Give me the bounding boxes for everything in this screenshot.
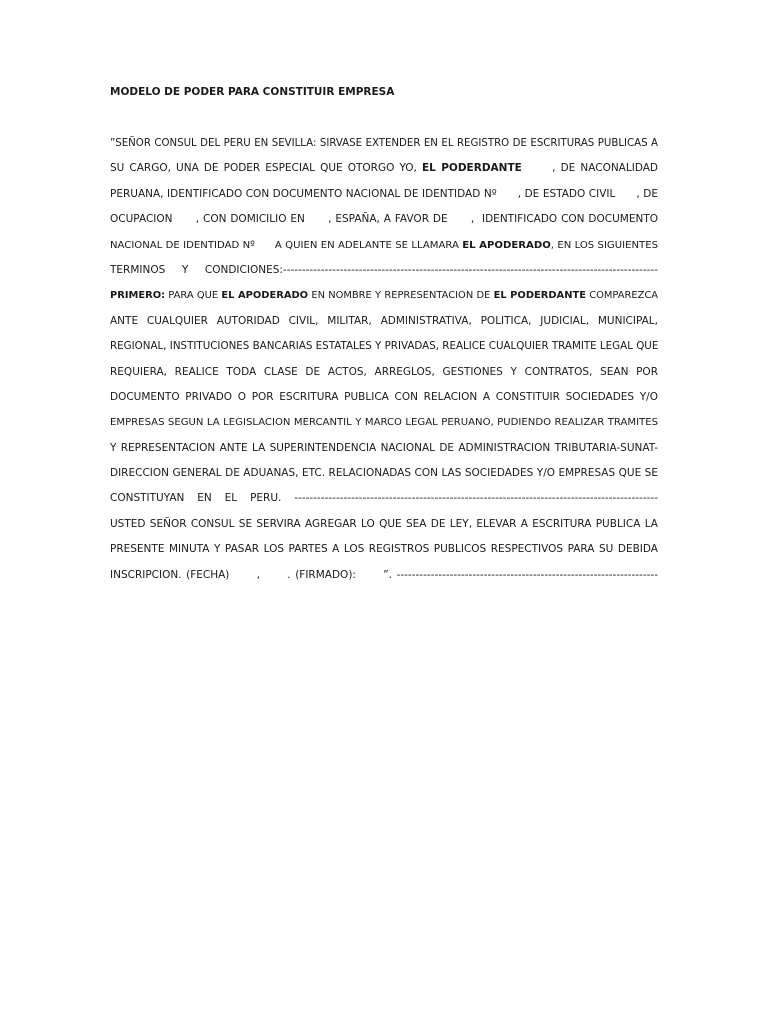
line-text: INSCRIPCION. (FECHA) , . (FIRMADO): ”. --------------------------------------------------------------------- — [110, 568, 658, 581]
line-text: SU CARGO, UNA DE PODER ESPECIAL QUE OTORGO YO, — [110, 162, 422, 175]
line-text: REGIONAL, INSTITUCIONES BANCARIAS ESTATALES Y PRIVADAS, REALICE CUALQUIER TRAMITE LEGAL QUE — [110, 340, 658, 353]
line-text: TERMINOS Y CONDICIONES:--------------------------------------------------------------------------------------------------- — [110, 263, 658, 276]
document-line — [110, 309, 658, 334]
document-line — [110, 512, 658, 537]
line-text: PERUANA, IDENTIFICADO CON DOCUMENTO NACIONAL DE IDENTIDAD Nº , DE ESTADO CIVIL , DE — [110, 187, 658, 200]
line-text: DOCUMENTO PRIVADO O POR ESCRITURA PUBLICA CON RELACION A CONSTITUIR SOCIEDADES Y/O — [110, 390, 658, 403]
document-line — [110, 258, 658, 283]
line-text: ”SEÑOR CONSUL DEL PERU EN SEVILLA: SIRVASE EXTENDER EN EL REGISTRO DE ESCRITURAS PUBLICAS A — [110, 138, 658, 149]
document-line — [110, 182, 658, 207]
document-line — [110, 131, 658, 156]
line-text: , DE NACONALIDAD — [521, 162, 658, 175]
line-text: DIRECCION GENERAL DE ADUANAS, ETC. RELACIONADAS CON LAS SOCIEDADES Y/O EMPRESAS QUE SE — [110, 467, 658, 480]
document-line — [110, 283, 658, 308]
document-line — [110, 537, 658, 562]
line-bold-text: EL APODERADO — [221, 290, 309, 302]
document-line — [110, 410, 658, 435]
line-text: ANTE CUALQUIER AUTORIDAD CIVIL, MILITAR, ADMINISTRATIVA, POLITICA, JUDICIAL, MUNICIPAL, — [110, 314, 658, 327]
line-text: NACIONAL DE IDENTIDAD Nº A QUIEN EN ADELANTE SE LLAMARA — [110, 239, 463, 251]
line-text: COMPAREZCA — [585, 290, 658, 302]
line-bold-text: PRIMERO: — [110, 290, 166, 302]
line-text: CONSTITUYAN EN EL PERU. ------------------------------------------------------------------------------------------------ — [110, 492, 658, 505]
document-title: MODELO DE PODER PARA CONSTITUIR EMPRESA — [110, 86, 395, 98]
line-text: , EN LOS SIGUIENTES — [550, 239, 658, 251]
line-bold-text: EL APODERADO — [462, 239, 551, 251]
line-text: REQUIERA, REALICE TODA CLASE DE ACTOS, ARREGLOS, GESTIONES Y CONTRATOS, SEAN POR — [110, 365, 658, 378]
document-line — [110, 156, 658, 181]
line-text: Y REPRESENTACION ANTE LA SUPERINTENDENCIA NACIONAL DE ADMINISTRACION TRIBUTARIA-SUNAT- — [110, 441, 658, 454]
document-line — [110, 563, 658, 588]
document-line — [110, 207, 658, 232]
line-text: EMPRESAS SEGUN LA LEGISLACION MERCANTIL Y MARCO LEGAL PERUANO, PUDIENDO REALIZAR TRAMITES — [110, 417, 658, 429]
line-text: PARA QUE — [165, 290, 222, 302]
document-line — [110, 360, 658, 385]
document-line — [110, 486, 658, 511]
document-line — [110, 334, 658, 359]
line-bold-text: EL PODERDANTE — [421, 162, 522, 175]
document-line — [110, 436, 658, 461]
document-line — [110, 385, 658, 410]
document-line — [110, 461, 658, 486]
line-text: PRESENTE MINUTA Y PASAR LOS PARTES A LOS REGISTROS PUBLICOS RESPECTIVOS PARA SU DEBIDA — [110, 543, 658, 556]
line-bold-text: EL PODERDANTE — [493, 290, 586, 302]
document-line — [110, 233, 658, 258]
document-body — [110, 131, 658, 588]
line-text: USTED SEÑOR CONSUL SE SERVIRA AGREGAR LO QUE SEA DE LEY, ELEVAR A ESCRITURA PUBLICA LA — [110, 517, 658, 530]
line-text: EN NOMBRE Y REPRESENTACION DE — [308, 290, 494, 302]
line-text: OCUPACION , CON DOMICILIO EN , ESPAÑA, A FAVOR DE , IDENTIFICADO CON DOCUMENTO — [110, 213, 658, 226]
